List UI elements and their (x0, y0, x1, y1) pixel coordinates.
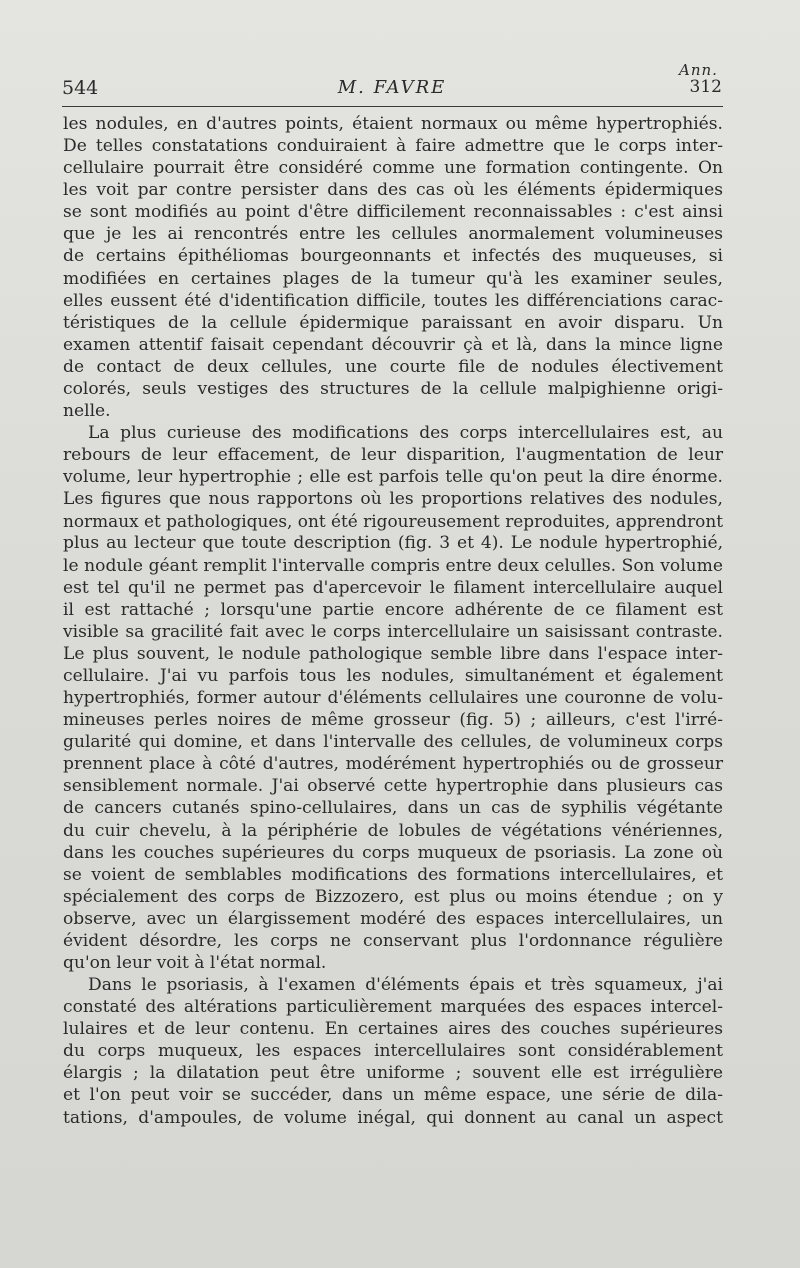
text-line: elles eussent été d'identification difficile, toutes les différenciations carac- (63, 290, 723, 311)
text-line: élargis ; la dilatation peut être uniforme ; souvent elle est irrégulière (63, 1063, 723, 1084)
text-line: se sont modifiés au point d'être difficilement reconnaissables : c'est ainsi (63, 202, 723, 223)
text-line: Les figures que nous rapportons où les proportions relatives des nodules, (63, 489, 723, 510)
text-line: Dans le psoriasis, à l'examen d'éléments épais et très squameux, j'ai (88, 975, 723, 996)
text-line: nelle. (63, 401, 111, 422)
text-line: qu'on leur voit à l'état normal. (63, 952, 327, 973)
running-title: M. FAVRE (337, 77, 447, 98)
text-line: de cancers cutanés spino-cellulaires, dans un cas de syphilis végétante (63, 798, 723, 819)
text-line: De telles constatations conduiraient à faire admettre que le corps inter- (63, 136, 723, 157)
issue-number: 312 (689, 77, 722, 97)
text-line: évident désordre, les corps ne conservant plus l'ordonnance régulière (63, 930, 723, 951)
text-line: lulaires et de leur contenu. En certaines aires des couches supérieures (63, 1019, 723, 1040)
text-line: mineuses perles noires de même grosseur (fig. 5) ; ailleurs, c'est l'irré- (63, 710, 723, 731)
text-line: cellulaire. J'ai vu parfois tous les nodules, simultanément et également (63, 665, 723, 686)
text-line: les nodules, en d'autres points, étaient normaux ou même hypertrophiés. (63, 114, 723, 134)
text-line: cellulaire pourrait être considéré comme une formation contingente. On (63, 158, 723, 179)
text-line: et l'on peut voir se succéder, dans un même espace, une série de dila- (63, 1085, 723, 1106)
text-line: constaté des altérations particulièrement marquées des espaces intercel- (63, 997, 723, 1018)
text-line: tations, d'ampoules, de volume inégal, qui donnent au canal un aspect (63, 1107, 723, 1128)
text-line: modifiées en certaines plages de la tumeur qu'à les examiner seules, (63, 268, 723, 289)
text-line: gularité qui domine, et dans l'intervalle des cellules, de volumineux corps (63, 732, 723, 753)
header-rule (62, 106, 723, 107)
text-line: rebours de leur effacement, de leur disparition, l'augmentation de leur (63, 445, 723, 466)
text-line: spécialement des corps de Bizzozero, est plus ou moins étendue ; on y (63, 886, 723, 907)
text-line: est tel qu'il ne permet pas d'apercevoir le filament intercellulaire auquel (63, 577, 723, 598)
text-line: de certains épithéliomas bourgeonnants et infectés des muqueuses, si (63, 246, 723, 267)
text-line: il est rattaché ; lorsqu'une partie encore adhérente de ce filament est (63, 599, 723, 620)
text-line: examen attentif faisait cependant découvrir çà et là, dans la mince ligne (63, 334, 723, 355)
text-line: téristiques de la cellule épidermique paraissant en avoir disparu. Un (63, 312, 723, 333)
text-line: prennent place à côté d'autres, modérément hypertrophiés ou de grosseur (63, 754, 723, 775)
header-annotation: Ann. (679, 61, 718, 79)
text-line: se voient de semblables modifications des formations intercellulaires, et (63, 864, 723, 885)
text-line: de contact de deux cellules, une courte file de nodules électivement (63, 356, 723, 377)
body-text (63, 113, 723, 1129)
text-line: Le plus souvent, le nodule pathologique semble libre dans l'espace inter- (63, 643, 723, 664)
text-line: dans les couches supérieures du corps muqueux de psoriasis. La zone où (63, 842, 723, 863)
text-line: le nodule géant remplit l'intervalle compris entre deux celulles. Son volume (63, 555, 723, 576)
text-line: les voit par contre persister dans des cas où les éléments épidermiques (63, 180, 723, 201)
text-line: du cuir chevelu, à la périphérie de lobules de végétations vénériennes, (63, 820, 723, 841)
text-line: visible sa gracilité fait avec le corps intercellulaire un saisissant contraste. (63, 621, 723, 642)
text-line: sensiblement normale. J'ai observé cette hypertrophie dans plusieurs cas (63, 776, 723, 797)
text-line: volume, leur hypertrophie ; elle est parfois telle qu'on peut la dire énorme. (63, 467, 723, 488)
page-header (62, 77, 722, 99)
text-line: La plus curieuse des modifications des corps intercellulaires est, au (88, 423, 723, 444)
text-line: hypertrophiés, former autour d'éléments cellulaires une couronne de volu- (63, 688, 723, 709)
text-line: colorés, seuls vestiges des structures de la cellule malpighienne origi- (63, 378, 723, 399)
text-line: du corps muqueux, les espaces intercellulaires sont considérablement (63, 1041, 723, 1062)
text-line: plus au lecteur que toute description (fig. 3 et 4). Le nodule hypertrophié, (63, 533, 723, 554)
page-number: 544 (62, 77, 99, 99)
text-line: normaux et pathologiques, ont été rigoureusement reproduites, apprendront (63, 511, 723, 532)
text-line: que je les ai rencontrés entre les cellules anormalement volumineuses (63, 224, 723, 245)
text-line: observe, avec un élargissement modéré des espaces intercellulaires, un (63, 908, 723, 929)
